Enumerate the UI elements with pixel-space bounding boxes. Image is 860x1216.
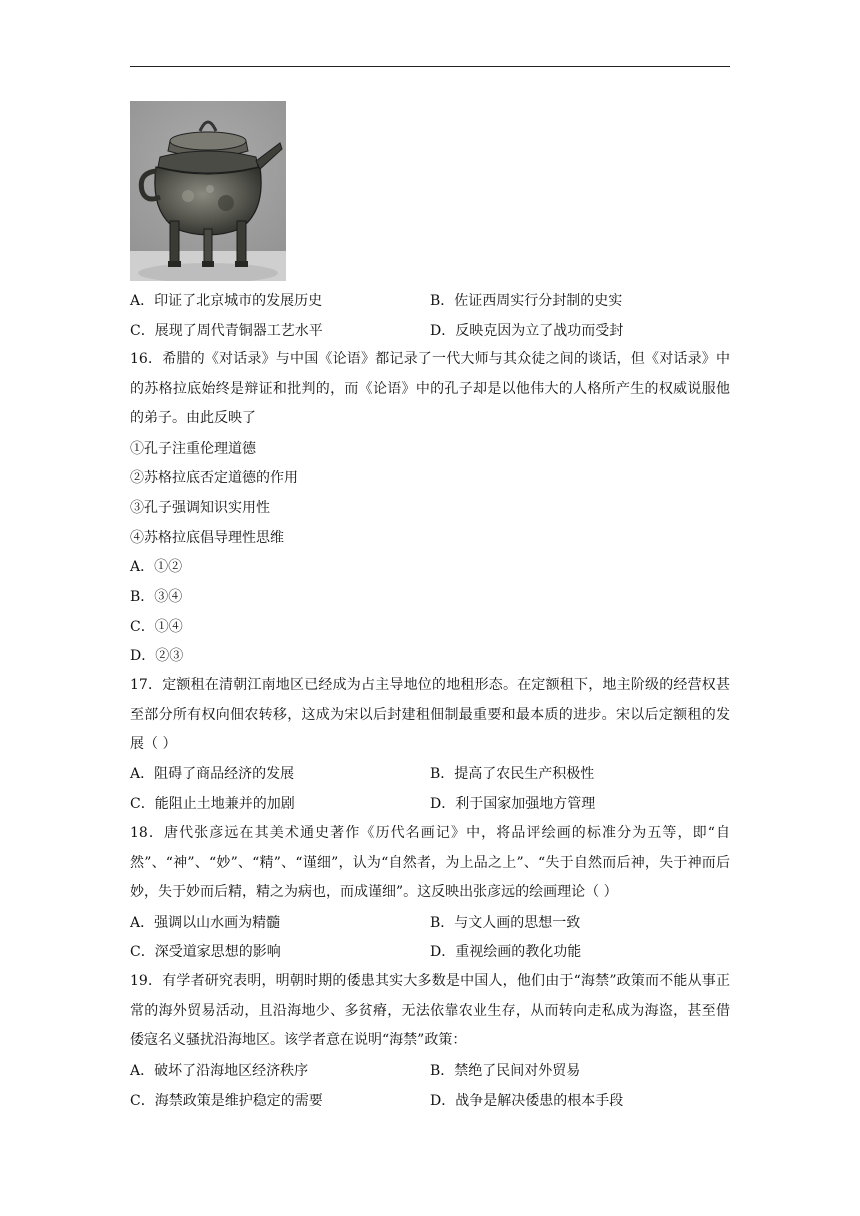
q19-option-a: A．破坏了沿海地区经济秩序 xyxy=(130,1063,309,1079)
q17-option-d: D．利于国家加强地方管理 xyxy=(430,796,596,812)
q18-option-a: A．强调以山水画为精髓 xyxy=(130,915,281,931)
q19-stem: 19．有学者研究表明，明朝时期的倭患其实大多数是中国人，他们由于“海禁”政策而不能从事正常的海外贸易活动，且沿海地少、多贫瘠，无法依靠农业生存，从而转向走私成为海盗，甚至借倭寇名义骚扰沿海地区。该学者意在说明“海禁”政策： xyxy=(130,973,730,1049)
q16-item-2: ②苏格拉底否定道德的作用 xyxy=(130,470,298,486)
q16-item-3: ③孔子强调知识实用性 xyxy=(130,500,270,516)
q15-option-c: C．展现了周代青铜器工艺水平 xyxy=(130,323,323,339)
q18-stem: 18．唐代张彦远在其美术通史著作《历代名画记》中，将品评绘画的标准分为五等，即“自然”、“神”、“妙”、“精”、“谨细”，认为“自然者，为上品之上”、“失于自然而后神，失于神而后妙，失于妙而后精，精之为病也，而成谨细”。这反映出张彦远的绘画理论（ ） xyxy=(130,825,730,901)
q15-option-d: D．反映克因为立了战功而受封 xyxy=(430,323,624,339)
q16-option-d: D．②③ xyxy=(130,648,184,664)
q19-option-c: C．海禁政策是维护稳定的需要 xyxy=(130,1093,323,1109)
q16-item-1: ①孔子注重伦理道德 xyxy=(130,441,256,457)
q19-option-b: B．禁绝了民间对外贸易 xyxy=(430,1063,581,1079)
q18-option-c: C．深受道家思想的影响 xyxy=(130,944,281,960)
q16-option-a: A．①② xyxy=(130,559,183,575)
q17-option-b: B．提高了农民生产积极性 xyxy=(430,766,595,782)
q17-option-c: C．能阻止土地兼并的加剧 xyxy=(130,796,295,812)
q19-option-d: D．战争是解决倭患的根本手段 xyxy=(430,1093,624,1109)
q16-stem: 16．希腊的《对话录》与中国《论语》都记录了一代大师与其众徒之间的谈话，但《对话录》中的苏格拉底始终是辩证和批判的，而《论语》中的孔子却是以他伟大的人格所产生的权威说服他的弟子。由此反映了 xyxy=(130,351,730,427)
q16-option-b: B．③④ xyxy=(130,589,183,605)
header-rule xyxy=(130,66,730,67)
q16-item-4: ④苏格拉底倡导理性思维 xyxy=(130,530,284,546)
q15-option-b: B．佐证西周实行分封制的史实 xyxy=(430,293,623,309)
q15-option-a: A．印证了北京城市的发展历史 xyxy=(130,293,323,309)
q17-option-a: A．阻碍了商品经济的发展 xyxy=(130,766,295,782)
q18-option-d: D．重视绘画的教化功能 xyxy=(430,944,582,960)
q17-stem: 17．定额租在清朝江南地区已经成为占主导地位的地租形态。在定额租下，地主阶级的经营权甚至部分所有权向佃农转移，这成为宋以后封建租佃制最重要和最本质的进步。宋以后定额租的发展（ ） xyxy=(130,677,730,753)
q16-option-c: C．①④ xyxy=(130,619,183,635)
q18-option-b: B．与文人画的思想一致 xyxy=(430,915,581,931)
bronze-vessel-photo xyxy=(130,101,286,281)
